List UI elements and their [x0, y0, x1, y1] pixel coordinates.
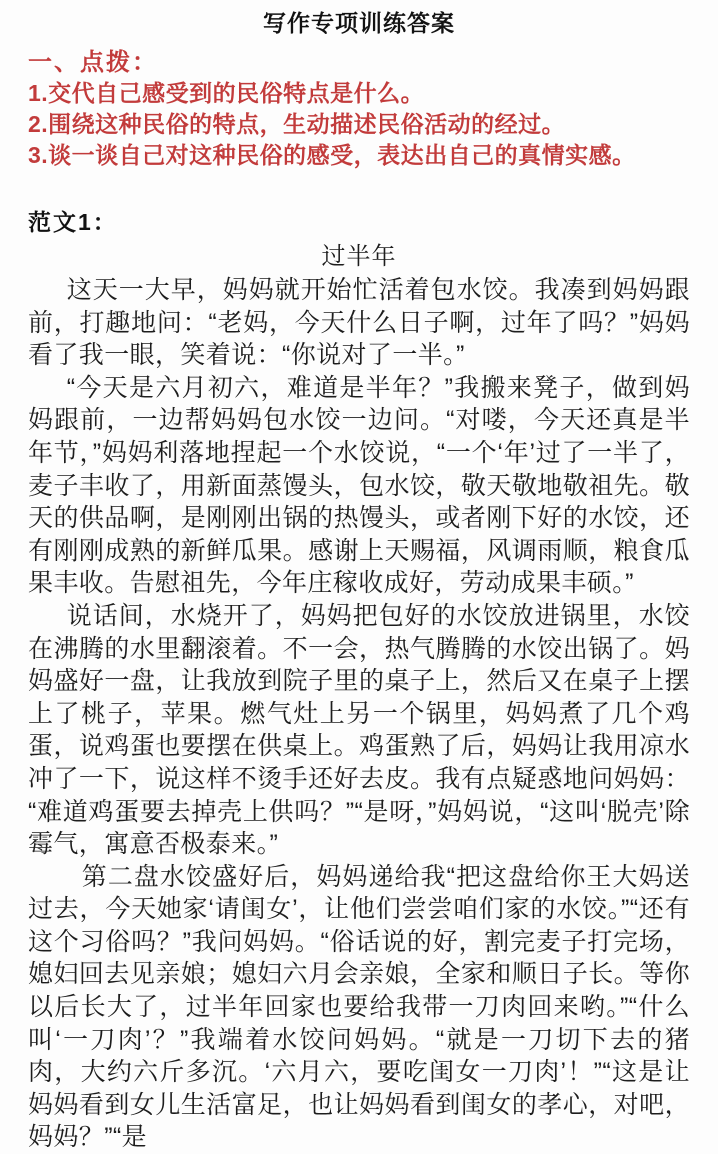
tip-item-3: 3.谈一谈自己对这种民俗的感受，表达出自己的真情实感。: [28, 142, 636, 168]
essay-paragraph-1: 这天一大早，妈妈就开始忙活着包水饺。我凑到妈妈跟前，打趣地问：“老妈，今天什么日子啊，过年了吗？”妈妈看了我一眼，笑着说：“你说对了一半。”: [28, 276, 690, 370]
sample-essay-section: [28, 208, 690, 1154]
page-title: 写作专项训练答案: [263, 10, 455, 36]
essay-paragraph-2: “今天是六月初六，难道是半年？”我搬来凳子，做到妈妈跟前，一边帮妈妈包水饺一边问。“对喽，今天还真是半年节，”妈妈利落地捏起一个水饺说，“一个‘年’过了一半了，麦子丰收了，用新面蒸馒头，包水饺，敬天敬地敬祖先。敬天的供品啊，是刚刚出锅的热馒头，或者刚下好的水饺，还有刚刚成熟的新鲜瓜果。感谢上天赐福，风调雨顺，粮食瓜果丰收。告慰祖先，今年庄稼收成好，劳动成果丰硕。”: [28, 373, 690, 598]
essay-paragraph-3: 说话间，水烧开了，妈妈把包好的水饺放进锅里，水饺在沸腾的水里翻滚着。不一会，热气腾腾的水饺出锅了。妈妈盛好一盘，让我放到院子里的桌子上，然后又在桌子上摆上了桃子，苹果。燃气灶上另一个锅里，妈妈煮了几个鸡蛋，说鸡蛋也要摆在供桌上。鸡蛋熟了后，妈妈让我用凉水冲了一下，说这样不烫手还好去皮。我有点疑惑地问妈妈：“难道鸡蛋要去掉壳上供吗？”“是呀，”妈妈说，“这叫‘脱壳’除霉气，寓意否极泰来。”: [28, 601, 690, 859]
essay-body: [28, 274, 690, 1154]
tip-item-2: 2.围绕这种民俗的特点，生动描述民俗活动的经过。: [28, 111, 566, 137]
essay-paragraph-4: 第二盘水饺盛好后，妈妈递给我“把这盘给你王大妈送过去，今天她家‘请闺女’，让他们尝尝咱们家的水饺。”“还有这个习俗吗？”我问妈妈。“俗话说的好，割完麦子打完场，媳妇回去见亲娘；媳妇六月会亲娘，全家和顺日子长。等你以后长大了，过半年回家也要给我带一刀肉回来哟。”“什么叫‘一刀肉’？”我端着水饺问妈妈。“就是一刀切下去的猪肉，大约六斤多沉。‘六月六，要吃闺女一刀肉’！”“这是让妈妈看到女儿生活富足，也让妈妈看到闺女的孝心，对吧，妈妈？”“是: [28, 862, 690, 1152]
tips-heading: 一、点拨：: [28, 49, 158, 76]
sample-essay-heading: 范文1：: [28, 209, 118, 235]
tips-section: [28, 48, 690, 171]
essay-title: 过半年: [321, 243, 397, 270]
tip-item-1: 1.交代自己感受到的民俗特点是什么。: [28, 80, 425, 106]
